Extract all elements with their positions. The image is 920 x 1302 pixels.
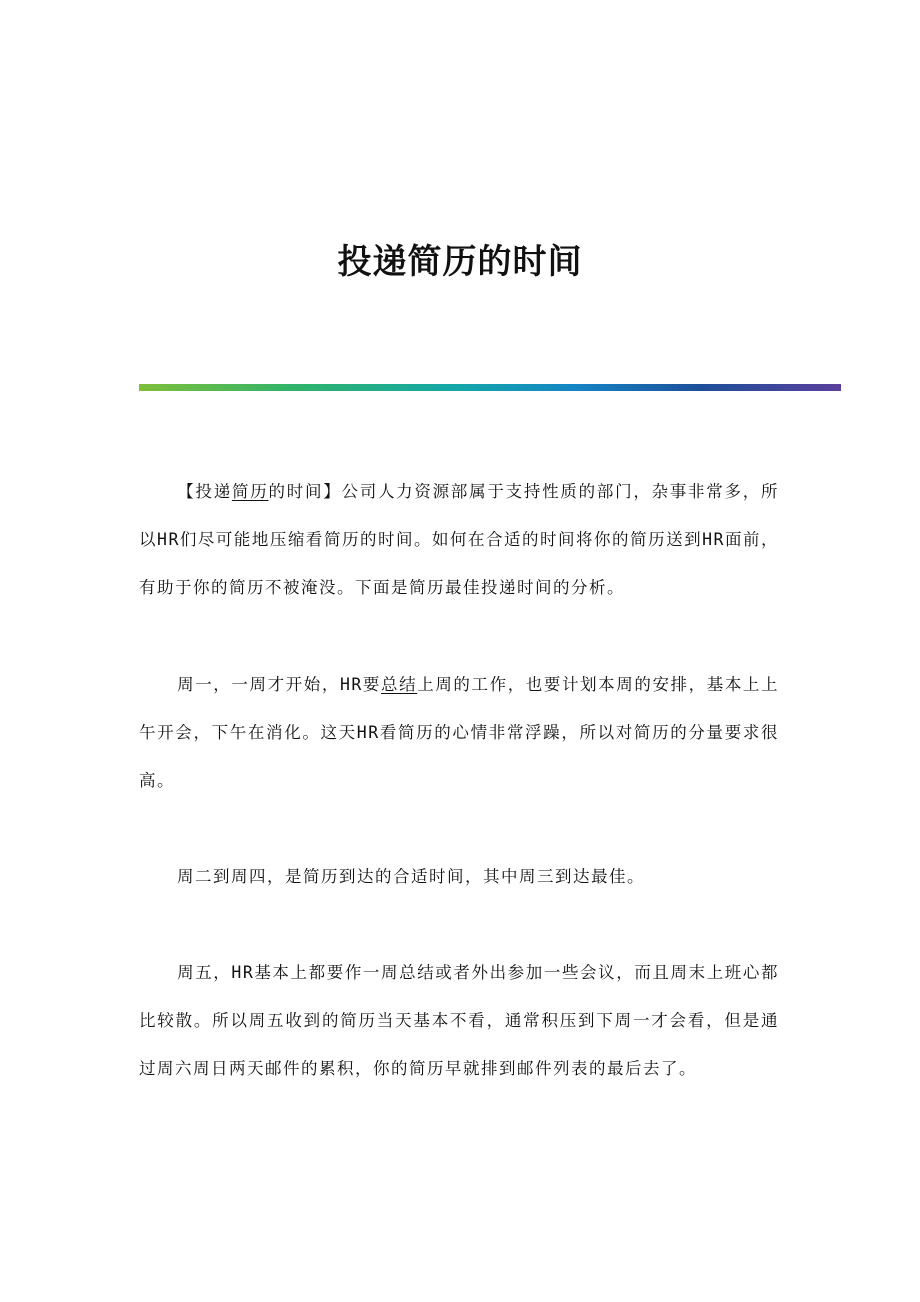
paragraph-text: 周二到周四，是简历到达的合适时间，其中周三到达最佳。	[177, 866, 645, 886]
resume-link[interactable]: 简历	[231, 481, 269, 501]
gradient-divider	[139, 384, 841, 391]
paragraph-text: 周五，HR基本上都要作一周总结或者外出参加一些会议，而且周末上班心都比较散。所以周五收到的简历当天基本不看，通常积压到下周一才会看，但是通过周六周日两天邮件的累积，你的简历早就排到邮件列表的最后去了。	[139, 962, 779, 1078]
paragraph-friday	[139, 949, 779, 1093]
paragraph-text: 周一，一周才开始，HR要	[177, 674, 382, 694]
summary-link[interactable]: 总结	[381, 674, 418, 694]
paragraph-intro	[139, 468, 779, 612]
paragraph-monday	[139, 661, 779, 805]
paragraph-text: 【投递	[177, 481, 232, 501]
paragraph-text: 上周的工作，也要计划本周的安排，基本上上午开会，下午在消化。这天HR看简历的心情非常浮躁，所以对简历的分量要求很高。	[139, 674, 780, 790]
page-title: 投递简历的时间	[337, 241, 583, 282]
paragraph-text: 的时间】公司人力资源部属于支持性质的部门，杂事非常多，所以HR们尽可能地压缩看简历的时间。如何在合适的时间将你的简历送到HR面前，有助于你的简历不被淹没。下面是简历最佳投递时间的分析。	[139, 481, 780, 597]
paragraph-tue-thu	[139, 853, 779, 901]
